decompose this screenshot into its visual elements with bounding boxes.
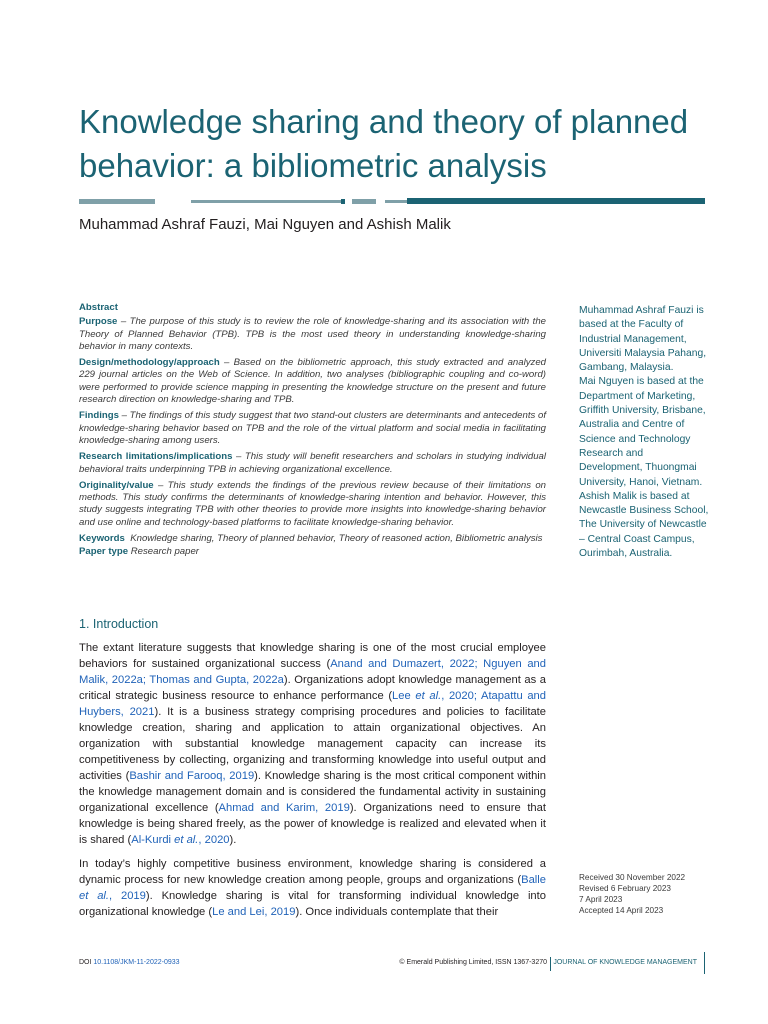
abstract-keywords: Keywords Knowledge sharing, Theory of planned behavior, Theory of reasoned action, Bibliometric analysis: [79, 533, 543, 545]
revised-date: Revised 6 February 2023: [579, 884, 671, 893]
rule-segment: [352, 199, 376, 204]
abstract-originality: Originality/value – This study extends the findings of the previous review because of their limitations on methods. This study confirms the determinants of knowledge-sharing intention and behavior. However, this study suggests integrating TPB with other theories to provide more insights into knowledge-sharing behavior and use online and technology-based platforms to facilitate knowledge-sharing behavior.: [79, 479, 546, 528]
rule-segment: [79, 199, 155, 204]
citation-link[interactable]: Bashir and Farooq, 2019: [129, 770, 255, 782]
article-title: Knowledge sharing and theory of planned behavior: a bibliometric analysis: [79, 103, 689, 184]
footer-divider: [550, 957, 551, 971]
abstract-findings: Findings – The findings of this study suggest that two stand-out clusters are determinants and antecedents of knowledge-sharing behavior based on TPB and the role of the virtual platform and social media in facilitating knowledge-sharing among users.: [79, 410, 546, 446]
received-date: Received 30 November 2022: [579, 873, 686, 882]
doi: DOI 10.1108/JKM-11-2022-0933: [79, 959, 180, 966]
copyright-notice: © Emerald Publishing Limited, ISSN 1367-3270: [399, 959, 547, 966]
citation-link[interactable]: Ahmad and Karim, 2019: [218, 802, 350, 814]
abstract-heading: Abstract: [79, 302, 118, 313]
article-body: [79, 640, 546, 928]
journal-name: JOURNAL OF KNOWLEDGE MANAGEMENT: [553, 959, 697, 966]
rule-segment: [341, 199, 345, 204]
author-affiliations: [579, 304, 709, 561]
rule-segment: [407, 198, 705, 204]
page-footer: [79, 956, 705, 976]
revised-date-2: 7 April 2023: [579, 895, 623, 904]
citation-link[interactable]: Al-Kurdi et al., 2020: [131, 834, 230, 846]
paragraph: In today’s highly competitive business environment, knowledge sharing is considered a dynamic process for new knowledge creation among people, groups and organizations (Balle et al., 2019). Knowledge sharing is vital for transforming individual knowledge into organizational knowledge (Le and Lei, 2019). Once individuals contemplate that their: [79, 858, 546, 918]
section-heading-introduction: 1. Introduction: [79, 617, 159, 631]
paragraph: The extant literature suggests that knowledge sharing is one of the most crucial employee behaviors for sustained organizational success (Anand and Dumazert, 2022; Nguyen and Malik, 2022a; Thomas and Gupta, 2022a). Organizations adopt knowledge management as a critical strategic business resource to enhance performance (Lee et al., 2020; Atapattu and Huybers, 2021). It is a business strategy comprising procedures and policies to facilitate knowledge creation, sharing and application to attain organizational objectives. An organization with substantial knowledge management capacity can increase its competitiveness by collecting, organizing and transforming knowledge into useful output and activities (Bashir and Farooq, 2019). Knowledge sharing is the most critical component within the knowledge management domain and is considered the fundamental activity in sustaining organizational excellence (Ahmad and Karim, 2019). Organizations need to ensure that knowledge is being shared freely, as the power of knowledge is realized and elevated when it is shared (Al-Kurdi et al., 2020).: [79, 642, 547, 846]
citation-link[interactable]: Le and Lei, 2019: [212, 906, 296, 918]
author-list: Muhammad Ashraf Fauzi, Mai Nguyen and Ashish Malik: [79, 216, 451, 233]
citation-link[interactable]: Anand and Dumazert, 2022; Nguyen and Malik, 2022a; Thomas and Gupta, 2022a: [79, 658, 546, 686]
affiliation-fauzi: Muhammad Ashraf Fauzi is based at the Faculty of Industrial Management, Universiti Malaysia Pahang, Gambang, Malaysia.: [579, 305, 707, 374]
title-decorative-rule: [79, 197, 705, 205]
affiliation-malik: Ashish Malik is based at Newcastle Business School, The University of Newcastle – Central Coast Campus, Ourimbah, Australia.: [579, 490, 709, 560]
abstract-design: Design/methodology/approach – Based on the bibliometric approach, this study extracted and analyzed 229 journal articles on the Web of Science. In addition, two analyses (bibliographic coupling and co-word) were performed to provide science mapping in presenting the knowledge structure on the present and future research direction on knowledge-sharing and TPB.: [79, 357, 546, 406]
citation-link[interactable]: Balle et al., 2019: [79, 874, 546, 902]
rule-segment: [191, 200, 341, 203]
abstract-paper-type: Paper type Research paper: [79, 546, 199, 558]
footer-divider: [704, 952, 705, 974]
citation-link[interactable]: Lee et al., 2020; Atapattu and Huybers, 2021: [79, 690, 546, 718]
abstract-block: [79, 302, 546, 563]
article-history: [579, 872, 719, 916]
rule-segment: [385, 200, 407, 203]
doi-link[interactable]: 10.1108/JKM-11-2022-0933: [93, 959, 180, 966]
accepted-date: Accepted 14 April 2023: [579, 906, 664, 915]
abstract-limitations: Research limitations/implications – This study will benefit researchers and scholars in studying individual behavioral traits underpinning TPB in achieving organizational excellence.: [79, 451, 546, 475]
abstract-purpose: Purpose – The purpose of this study is to review the role of knowledge-sharing and its association with the Theory of Planned Behavior (TPB). TPB is the most used theory in understanding knowledge-sharing behavior in many contexts.: [79, 316, 546, 352]
affiliation-nguyen: Mai Nguyen is based at the Department of Marketing, Griffith University, Brisbane, Australia and Centre of Science and Technology Research and Development, Thuongmai University, Hanoi, Vietnam.: [579, 376, 706, 488]
